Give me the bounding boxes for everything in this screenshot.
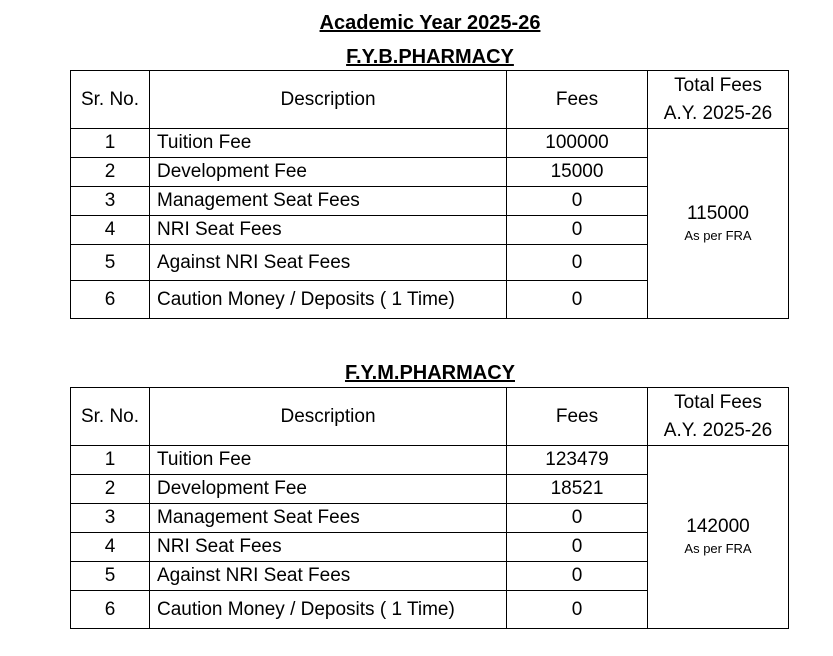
description-cell: Development Fee: [150, 158, 507, 187]
fee-cell: 0: [507, 504, 648, 533]
description-cell: Caution Money / Deposits ( 1 Time): [150, 591, 507, 629]
fee-cell: 123479: [507, 446, 648, 475]
fee-cell: 100000: [507, 129, 648, 158]
fee-cell: 0: [507, 281, 648, 319]
header-row: [71, 71, 789, 129]
program-title-bpharm: F.Y.B.PHARMACY: [346, 46, 514, 68]
sr-cell: 6: [71, 281, 150, 319]
sr-cell: 5: [71, 245, 150, 281]
program-title-mpharm: F.Y.M.PHARMACY: [344, 362, 515, 384]
col-header-fees: Fees: [507, 388, 648, 446]
description-cell: Development Fee: [150, 475, 507, 504]
table-row: [71, 129, 789, 158]
fee-cell: 0: [507, 216, 648, 245]
page-title: Academic Year 2025-26: [319, 12, 541, 34]
header-row: [71, 388, 789, 446]
description-cell: Tuition Fee: [150, 446, 507, 475]
description-cell: Management Seat Fees: [150, 187, 507, 216]
fee-cell: 15000: [507, 158, 648, 187]
description-cell: NRI Seat Fees: [150, 533, 507, 562]
col-header-sr: Sr. No.: [71, 71, 150, 129]
col-header-total-line2: A.Y. 2025-26: [663, 419, 773, 441]
sr-cell: 1: [71, 129, 150, 158]
sr-cell: 1: [71, 446, 150, 475]
col-header-total: [648, 388, 789, 446]
col-header-total: [648, 71, 789, 129]
description-cell: Against NRI Seat Fees: [150, 562, 507, 591]
col-header-description: Description: [150, 388, 507, 446]
sr-cell: 3: [71, 504, 150, 533]
description-cell: Against NRI Seat Fees: [150, 245, 507, 281]
fee-cell: 0: [507, 187, 648, 216]
total-amount: 115000: [687, 202, 749, 224]
description-cell: Tuition Fee: [150, 129, 507, 158]
col-header-total-line2: A.Y. 2025-26: [663, 102, 773, 124]
col-header-total-line1: Total Fees: [674, 391, 762, 413]
description-cell: NRI Seat Fees: [150, 216, 507, 245]
sr-cell: 6: [71, 591, 150, 629]
description-cell: Management Seat Fees: [150, 504, 507, 533]
total-note: As per FRA: [684, 541, 752, 556]
col-header-sr: Sr. No.: [71, 388, 150, 446]
sr-cell: 4: [71, 533, 150, 562]
fee-cell: 0: [507, 533, 648, 562]
fee-table-mpharm: [70, 387, 789, 629]
description-cell: Caution Money / Deposits ( 1 Time): [150, 281, 507, 319]
col-header-total-line1: Total Fees: [674, 74, 762, 96]
col-header-description: Description: [150, 71, 507, 129]
fee-cell: 0: [507, 562, 648, 591]
col-header-fees: Fees: [507, 71, 648, 129]
total-cell: [648, 129, 789, 319]
fee-cell: 18521: [507, 475, 648, 504]
sr-cell: 4: [71, 216, 150, 245]
fee-table-bpharm: [70, 70, 789, 319]
sr-cell: 2: [71, 475, 150, 504]
fee-cell: 0: [507, 245, 648, 281]
table-row: [71, 446, 789, 475]
fee-cell: 0: [507, 591, 648, 629]
total-note: As per FRA: [684, 227, 752, 243]
total-amount: 142000: [686, 516, 750, 537]
sr-cell: 2: [71, 158, 150, 187]
sr-cell: 3: [71, 187, 150, 216]
total-cell: [648, 446, 789, 629]
sr-cell: 5: [71, 562, 150, 591]
